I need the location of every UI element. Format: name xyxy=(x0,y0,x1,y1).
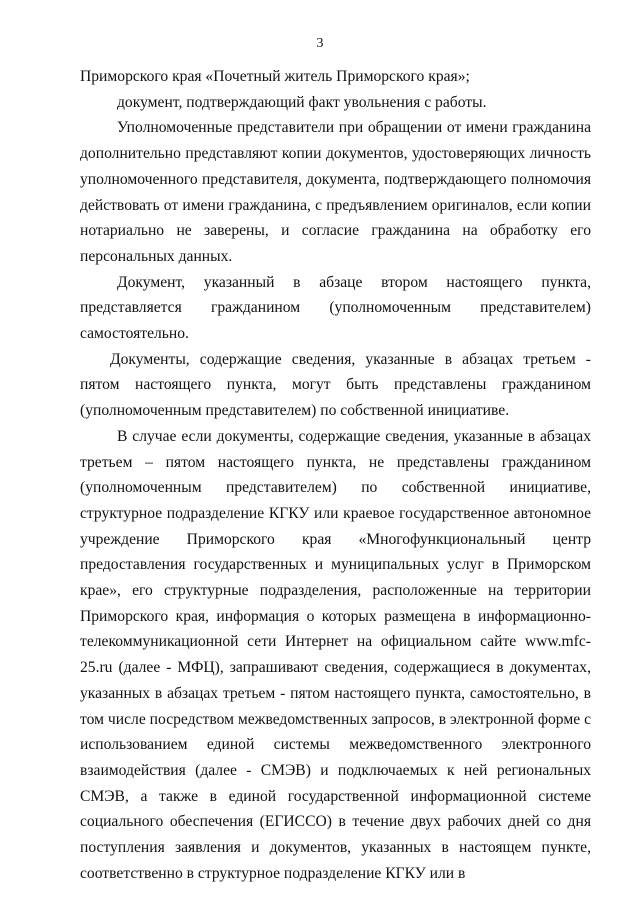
document-body xyxy=(80,64,591,887)
paragraph-dismissal-document: документ, подтверждающий факт увольнения с работы. xyxy=(117,93,487,111)
paragraph-continuation: Приморского края «Почетный житель Приморского края»; xyxy=(80,68,470,85)
paragraph-documents-own-initiative: Документы, содержащие сведения, указанные в абзацах третьем - пятом настоящего пункта, могут быть представлены гражданином (уполномоченным представителем) по собственной инициативе. xyxy=(80,350,591,420)
paragraph-document-paragraph-two: Документ, указанный в абзаце втором настоящего пункта, представляется гражданином (уполномоченным представителем) самостоятельно. xyxy=(80,273,591,343)
paragraph-interagency-requests: В случае если документы, содержащие сведения, указанные в абзацах третьем – пятом настоящего пункта, не представлены гражданином (уполномоченным представителем) по собственной инициативе, структурное подразделение КГКУ или краевое государственное автономное учреждение Приморского края «Многофункциональный центр предоставления государственных и муниципальных услуг в Приморском крае», его структурные подразделения, расположенные на территории Приморского края, информация о которых размещена в информационно-телекоммуникационной сети Интернет на официальном сайте www.mfc-25.ru (далее - МФЦ), запрашивают сведения, содержащиеся в документах, указанных в абзацах третьем - пятом настоящего пункта, самостоятельно, в том числе посредством межведомственных запросов, в электронной форме с использованием единой системы межведомственного электронного взаимодействия (далее - СМЭВ) и подключаемых к ней региональных СМЭВ, а также в единой государственной информационной системе социального обеспечения (ЕГИССО) в течение двух рабочих дней со дня поступления заявления и документов, указанных в настоящем пункте, соответственно в структурное подразделение КГКУ или в xyxy=(80,427,591,882)
page-number: 3 xyxy=(316,36,324,51)
paragraph-authorized-representatives: Уполномоченные представители при обращении от имени гражданина дополнительно представляют копии документов, удостоверяющих личность уполномоченного представителя, документа, подтверждающего полномочия действовать от имени гражданина, с предъявлением оригиналов, если копии нотариально не заверены, и согласие гражданина на обработку его персональных данных. xyxy=(80,119,591,265)
